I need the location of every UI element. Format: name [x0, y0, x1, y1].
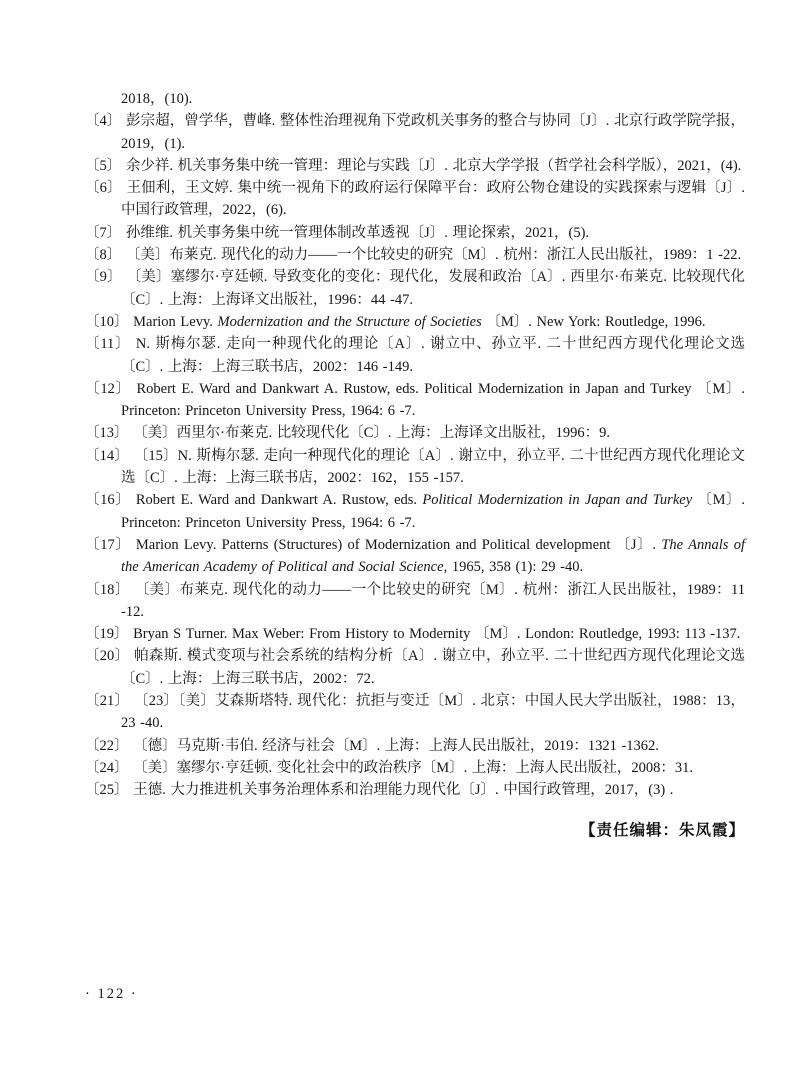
- reference-text: 〔M〕. Princeton: Princeton University Press, 1964: 6 -7.: [121, 492, 745, 531]
- editor-note: 【责任编辑：朱凤霞】: [579, 821, 745, 839]
- reference-text: 帕森斯. 模式变项与社会系统的结构分析〔A〕. 谢立中，孙立平. 二十世纪西方现代化理论文选〔C〕. 上海：上海三联书店，2002：72.: [121, 648, 746, 687]
- reference-text: N. 斯梅尔瑟. 走向一种现代化的理论〔A〕. 谢立中、孙立平. 二十世纪西方现代化理论文选〔C〕. 上海：上海三联书店，2002：146 -149.: [121, 336, 745, 375]
- references-list: [85, 88, 745, 802]
- reference-item: [85, 445, 745, 490]
- reference-item: [85, 422, 745, 444]
- reference-text: 王德. 大力推进机关事务治理体系和治理能力现代化〔J〕. 中国行政管理，2017，(3) .: [133, 782, 674, 799]
- reference-text: 〔美〕塞缪尔·亨廷顿. 变化社会中的政治秩序〔M〕. 上海：上海人民出版社，2008：31.: [133, 759, 693, 776]
- reference-label: 〔5〕: [85, 157, 126, 174]
- reference-label: 〔9〕: [85, 269, 127, 286]
- page-number: · 122 ·: [85, 986, 138, 1002]
- reference-title-italic: The Annals of the American Academy of Political and Social Science: [121, 536, 746, 576]
- reference-label: 〔4〕: [85, 113, 127, 130]
- reference-text: , 1965, 358 (1): 29 -40.: [443, 559, 584, 576]
- reference-label: 〔10〕: [85, 313, 134, 330]
- reference-text: Marion Levy. Patterns (Structures) of Modernization and Political development 〔J〕.: [135, 536, 662, 553]
- reference-text: 王佃利，王文婷. 集中统一视角下的政府运行保障平台：政府公物仓建设的实践探索与逻辑〔J〕. 中国行政管理，2022，(6).: [121, 180, 746, 219]
- reference-label: 〔25〕: [85, 782, 134, 799]
- reference-text: Robert E. Ward and Dankwart A. Rustow, eds.: [135, 492, 423, 509]
- reference-text: Robert E. Ward and Dankwart A. Rustow, eds. Political Modernization in Japan and Turkey 〔M〕. Princeton: Princeton University Press, 1964: 6 -7.: [121, 380, 746, 420]
- reference-text: 余少祥. 机关事务集中统一管理：理论与实践〔J〕. 北京大学学报（哲学社会科学版），2021，(4).: [125, 157, 742, 174]
- reference-text: Bryan S Turner. Max Weber: From History to Modernity 〔M〕. London: Routledge, 1993: 113 -137.: [133, 626, 741, 643]
- reference-text: Marion Levy.: [133, 313, 218, 330]
- reference-text: 2018，(10).: [121, 91, 193, 107]
- reference-label: 〔20〕: [85, 648, 135, 665]
- reference-item: [85, 645, 745, 690]
- reference-title-italic: Political Modernization in Japan and Turkey: [422, 492, 693, 509]
- reference-label: 〔12〕: [85, 380, 137, 397]
- reference-text: 〔美〕布莱克. 现代化的动力——一个比较史的研究〔M〕. 杭州：浙江人民出版社，1989：11 -12.: [121, 581, 746, 620]
- reference-label: 〔13〕: [85, 425, 134, 442]
- reference-item: [85, 110, 745, 155]
- reference-item: [85, 333, 745, 378]
- reference-item: [85, 579, 745, 624]
- reference-label: 〔16〕: [85, 492, 136, 509]
- reference-item: [85, 311, 745, 333]
- reference-item: [85, 623, 745, 645]
- reference-item: [85, 779, 745, 801]
- reference-label: 〔21〕: [85, 693, 134, 710]
- reference-label: 〔18〕: [85, 581, 135, 598]
- reference-text: 彭宗超，曾学华，曹峰. 整体性治理视角下党政机关事务的整合与协同〔J〕. 北京行政学院学报，2019，(1).: [121, 113, 746, 152]
- reference-label: 〔17〕: [85, 536, 136, 553]
- reference-text: 孙维维. 机关事务集中统一管理体制改革透视〔J〕. 理论探索，2021，(5).: [125, 224, 590, 241]
- reference-label: 〔14〕: [85, 447, 134, 464]
- reference-item: [85, 489, 745, 534]
- reference-item: [85, 690, 745, 735]
- reference-label: 〔8〕: [85, 247, 126, 264]
- reference-item: [85, 266, 745, 311]
- reference-text: 〔23〕〔美〕艾森斯塔特. 现代化：抗拒与变迁〔M〕. 北京：中国人民大学出版社，1988：13，23 -40.: [121, 693, 746, 732]
- reference-text: 〔美〕布莱克. 现代化的动力——一个比较史的研究〔M〕. 杭州：浙江人民出版社，1989：1 -22.: [125, 247, 742, 264]
- reference-item: [85, 378, 745, 423]
- reference-item: [85, 735, 745, 757]
- reference-text: 〔美〕塞缪尔·亨廷顿. 导致变化的变化：现代化，发展和政治〔A〕. 西里尔·布莱克. 比较现代化〔C〕. 上海：上海译文出版社，1996：44 -47.: [121, 269, 745, 308]
- reference-text: 〔M〕. New York: Routledge, 1996.: [481, 313, 706, 330]
- reference-item: [85, 177, 745, 222]
- reference-item: [85, 155, 745, 177]
- reference-item: [85, 244, 745, 266]
- reference-label: 〔6〕: [85, 180, 127, 197]
- reference-label: 〔7〕: [85, 224, 126, 241]
- reference-text: 〔15〕N. 斯梅尔瑟. 走向一种现代化的理论〔A〕. 谢立中，孙立平. 二十世纪西方现代化理论文选〔C〕. 上海：上海三联书店，2002：162，155 -157.: [121, 447, 745, 487]
- reference-label: 〔22〕: [85, 737, 134, 754]
- reference-text: 〔美〕西里尔·布莱克. 比较现代化〔C〕. 上海：上海译文出版社，1996：9.: [133, 425, 610, 442]
- reference-label: 〔24〕: [85, 759, 134, 776]
- reference-text: 〔德〕马克斯·韦伯. 经济与社会〔M〕. 上海：上海人民出版社，2019：1321 -1362.: [133, 737, 659, 754]
- reference-item: [85, 534, 745, 579]
- reference-item: [85, 88, 745, 110]
- reference-label: 〔11〕: [85, 336, 136, 353]
- reference-item: [85, 757, 745, 779]
- reference-title-italic: Modernization and the Structure of Societies: [217, 313, 482, 330]
- reference-label: 〔19〕: [85, 626, 134, 643]
- reference-item: [85, 222, 745, 244]
- page-content: [85, 88, 745, 840]
